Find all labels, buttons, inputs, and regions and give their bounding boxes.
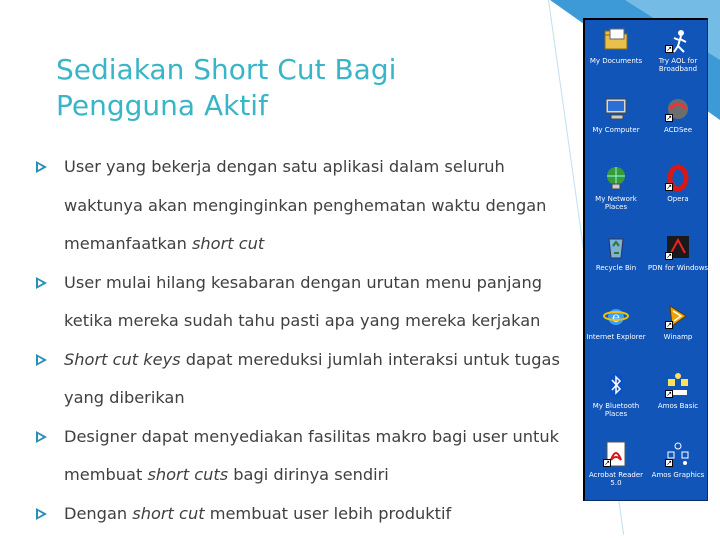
desktop-icon-aol[interactable] xyxy=(647,26,709,73)
bullet-text: memanfaatkan xyxy=(64,234,192,253)
shortcut-arrow-icon: ↗ xyxy=(666,114,672,122)
desktop-icon-internet-explorer[interactable] xyxy=(585,302,647,341)
bullet-item xyxy=(36,341,581,418)
desktop-icon-label: Amos Graphics xyxy=(651,471,705,479)
computer-icon xyxy=(602,95,630,123)
bullet-text: Dengan xyxy=(64,503,133,523)
shortcut-arrow-icon: ↗ xyxy=(666,45,672,53)
bullet-item xyxy=(36,495,581,534)
bullet-text: yang diberikan xyxy=(64,388,185,407)
shortcut-arrow-icon: ↗ xyxy=(666,459,672,467)
bullet-line xyxy=(64,379,581,418)
bullet-line xyxy=(64,225,581,264)
desktop-icon-label: Acrobat Reader 5.0 xyxy=(589,471,643,487)
desktop-icon-folder[interactable] xyxy=(585,26,647,65)
bullet-text: User yang bekerja dengan satu aplikasi dalam seluruh xyxy=(64,157,505,176)
desktop-icon-label: My Bluetooth Places xyxy=(592,402,640,418)
bullet-text: membuat user lebih produktif xyxy=(204,503,452,523)
bullet-item xyxy=(36,418,581,495)
bullet-text: membuat xyxy=(64,465,148,484)
bullet-line xyxy=(64,456,581,495)
bullet-arrow-icon xyxy=(36,161,47,173)
bullet-line xyxy=(64,264,581,303)
shortcut-arrow-icon: ↗ xyxy=(666,183,672,191)
bullet-text-italic: short cut xyxy=(191,234,265,253)
desktop-icon-label: Recycle Bin xyxy=(595,264,637,272)
bullet-text: User mulai hilang kesabaran dengan urutan menu panjang xyxy=(64,272,543,292)
bullet-line xyxy=(64,341,581,380)
bullet-list xyxy=(36,148,581,533)
bullet-arrow-icon xyxy=(36,508,47,520)
bullet-line xyxy=(64,418,581,457)
desktop-icon-bluetooth[interactable] xyxy=(585,371,647,418)
desktop-icon-recycle-bin[interactable] xyxy=(585,233,647,272)
aol-icon xyxy=(664,26,692,54)
desktop-icon-amos-basic[interactable] xyxy=(647,371,709,410)
desktop-icon-opera[interactable] xyxy=(647,164,709,203)
desktop-screenshot xyxy=(583,18,708,501)
bullet-text: bagi dirinya sendiri xyxy=(228,465,389,484)
bullet-line xyxy=(64,495,581,534)
bullet-item xyxy=(36,148,581,264)
shortcut-arrow-icon: ↗ xyxy=(666,321,672,329)
desktop-icon-label: My Network Places xyxy=(595,195,637,211)
desktop-icon-computer[interactable] xyxy=(585,95,647,134)
svg-text:e: e xyxy=(611,310,621,326)
bullet-line xyxy=(64,187,581,226)
bullet-text-italic: short cut xyxy=(132,503,205,523)
pdn-icon xyxy=(664,233,692,261)
desktop-icon-pdn[interactable] xyxy=(647,233,709,272)
desktop-icon-winamp[interactable] xyxy=(647,302,709,341)
acdsee-icon xyxy=(664,95,692,123)
desktop-icon-label: PDN for Windows xyxy=(647,264,709,272)
bullet-arrow-icon xyxy=(36,354,47,366)
desktop-icon-acdsee[interactable] xyxy=(647,95,709,134)
bullet-text: dapat mereduksi jumlah interaksi untuk tugas xyxy=(180,349,560,369)
bullet-arrow-icon xyxy=(36,431,47,443)
opera-icon xyxy=(664,164,692,192)
desktop-icon-label: ACDSee xyxy=(664,126,692,134)
desktop-icon-label: Internet Explorer xyxy=(586,333,646,341)
shortcut-arrow-icon: ↗ xyxy=(666,390,672,398)
desktop-icon-amos-graphics[interactable] xyxy=(647,440,709,479)
bullet-line xyxy=(64,148,581,187)
desktop-icon-label: Winamp xyxy=(663,333,693,341)
bullet-arrow-icon xyxy=(36,277,47,289)
desktop-icon-label: My Documents xyxy=(589,57,643,65)
desktop-icon-label: Amos Basic xyxy=(657,402,699,410)
amos-basic-icon xyxy=(664,371,692,399)
bullet-item xyxy=(36,264,581,341)
title-line-2: Pengguna Aktif xyxy=(56,89,268,122)
acrobat-icon xyxy=(602,440,630,468)
shortcut-arrow-icon: ↗ xyxy=(604,459,610,467)
shortcut-arrow-icon: ↗ xyxy=(666,252,672,260)
desktop-icon-label: Try AOL for Broadband xyxy=(658,57,698,73)
bullet-text: ketika mereka sudah tahu pasti apa yang mereka kerjakan xyxy=(64,311,541,330)
bullet-text-italic: short cuts xyxy=(147,465,229,484)
desktop-icon-label: Opera xyxy=(667,195,689,203)
network-icon xyxy=(602,164,630,192)
winamp-icon xyxy=(664,302,692,330)
bullet-text: Designer dapat menyediakan fasilitas makro bagi user untuk xyxy=(64,426,560,446)
slide-title xyxy=(56,52,526,124)
desktop-icon-acrobat[interactable] xyxy=(585,440,647,487)
recycle-bin-icon xyxy=(602,233,630,261)
desktop-icon-label: My Computer xyxy=(592,126,640,134)
bullet-text: waktunya akan menginginkan penghematan waktu dengan xyxy=(64,195,547,215)
bluetooth-icon xyxy=(602,371,630,399)
bullet-text-italic: Short cut keys xyxy=(64,349,181,369)
internet-explorer-icon xyxy=(602,302,630,330)
title-line-1: Sediakan Short Cut Bagi xyxy=(56,53,397,86)
desktop-icon-network[interactable] xyxy=(585,164,647,211)
amos-graphics-icon xyxy=(664,440,692,468)
bullet-line xyxy=(64,302,581,341)
folder-icon xyxy=(602,26,630,54)
